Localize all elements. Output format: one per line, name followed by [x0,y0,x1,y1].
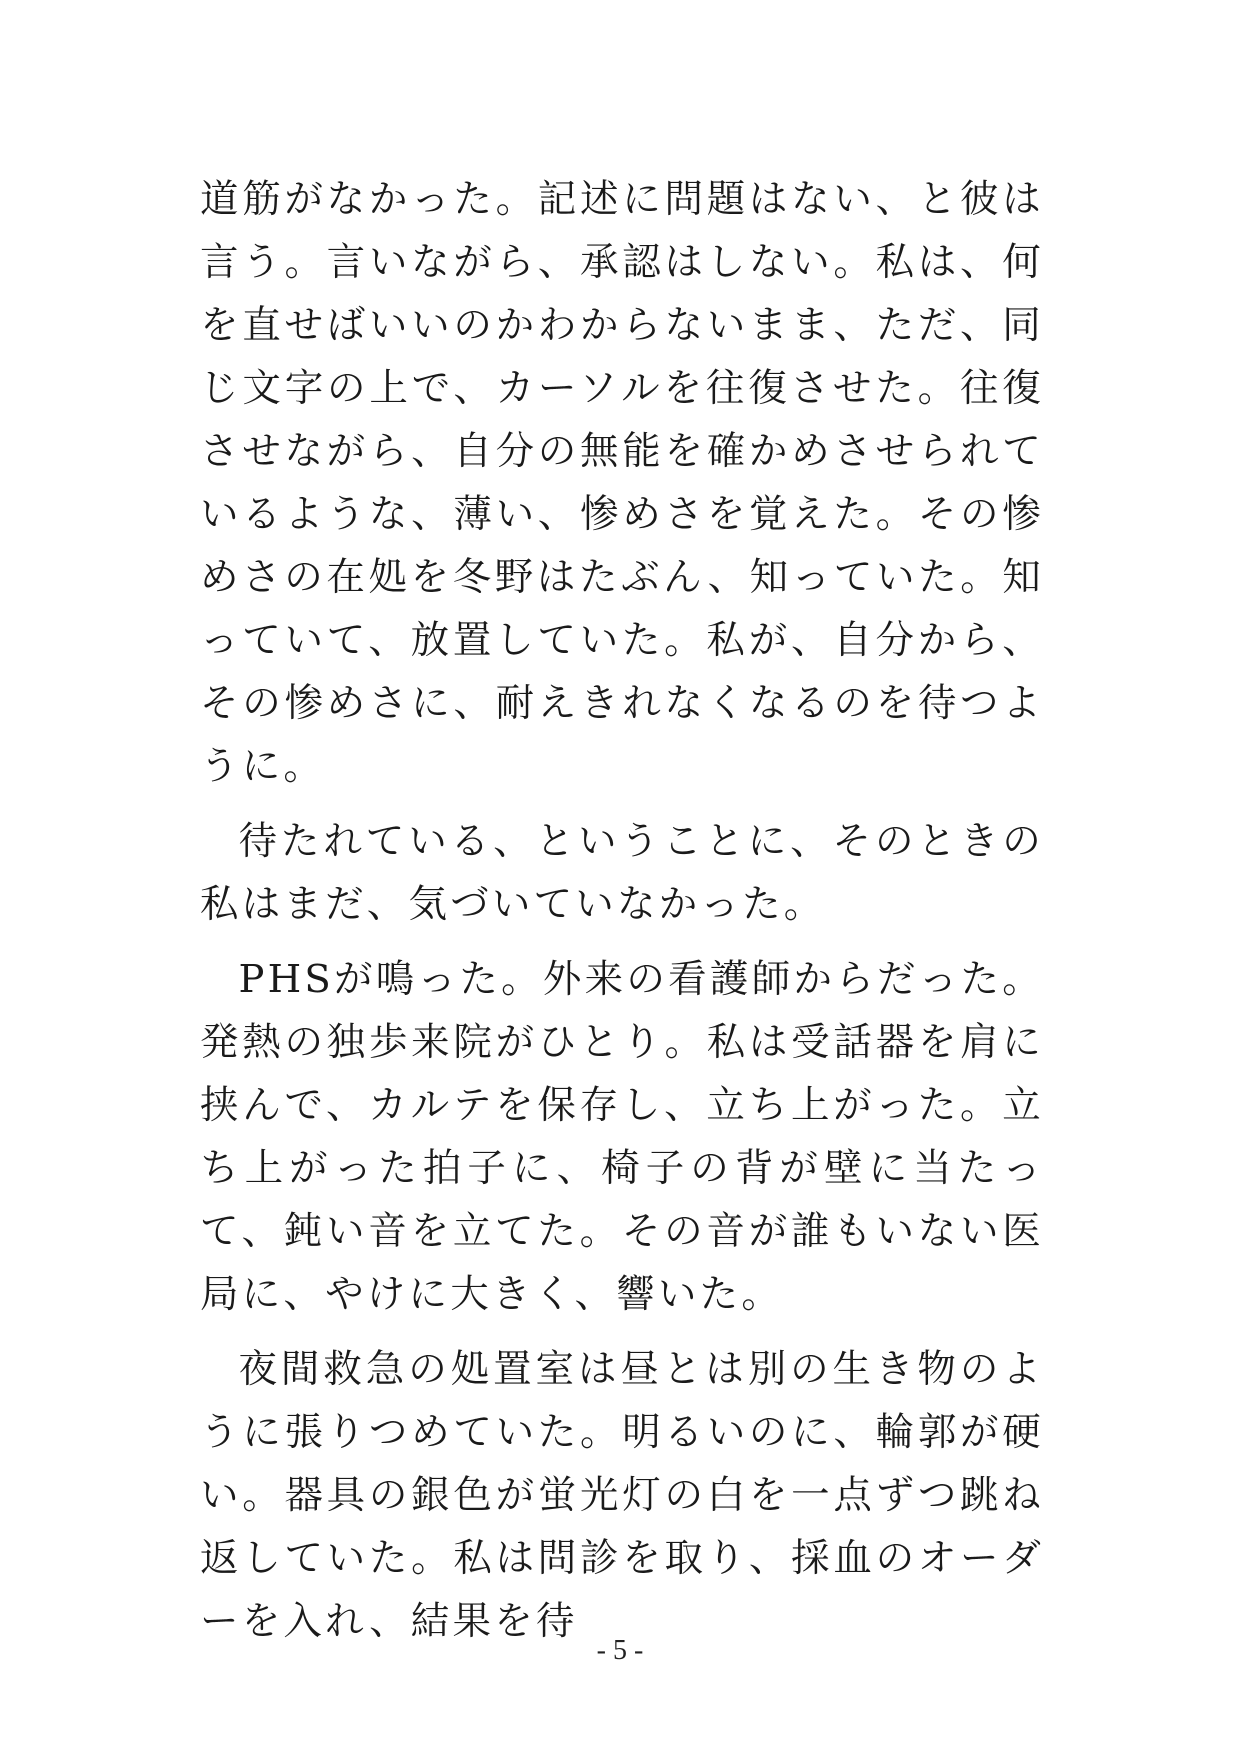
paragraph-1: 道筋がなかった。記述に問題はない、と彼は言う。言いながら、承認はしない。私は、何を直せばいいのかわからないまま、ただ、同じ文字の上で、カーソルを往復させた。往復させながら、自分の無能を確かめさせられているような、薄い、惨めさを覚えた。その惨めさの在処を冬野はたぶん、知っていた。知っていて、放置していた。私が、自分から、その惨めさに、耐えきれなくなるのを待つように。 [200,177,1044,789]
paragraph-4: 夜間救急の処置室は昼とは別の生き物のように張りつめていた。明るいのに、輪郭が硬い。器具の銀色が蛍光灯の白を一点ずつ跳ね返していた。私は問診を取り、採血のオーダーを入れ、結果を待 [200,1347,1044,1644]
page-number: - 5 - [596,1635,644,1666]
paragraph-2: 待たれている、ということに、そのときの私はまだ、気づいていなかった。 [200,819,1044,927]
paragraph-3: PHSが鳴った。外来の看護師からだった。発熱の独歩来院がひとり。私は受話器を肩に挟んで、カルテを保存し、立ち上がった。立ち上がった拍子に、椅子の背が壁に当たって、鈍い音を立てた。その音が誰もいない医局に、やけに大きく、響いた。 [200,957,1044,1317]
page-body [200,168,1044,1665]
